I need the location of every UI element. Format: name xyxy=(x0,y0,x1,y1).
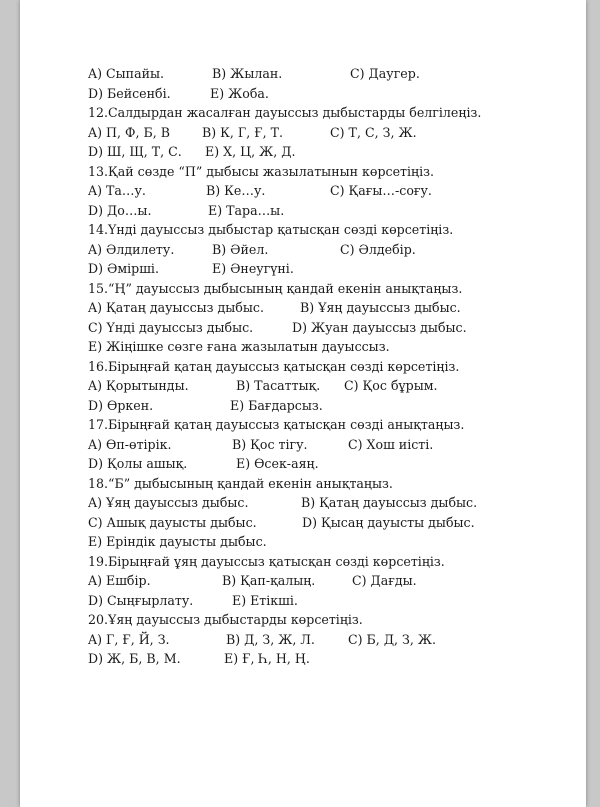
option-c: C) Қағы…-соғу. xyxy=(330,183,432,198)
option-e: E) Ғ, Һ, Н, Ң. xyxy=(224,651,310,666)
test-content xyxy=(88,64,568,669)
option-row xyxy=(88,493,568,513)
option-d: D) До…ы. xyxy=(88,202,152,218)
option-e: E) Еріндік дауысты дыбыс. xyxy=(88,534,267,549)
question-stem xyxy=(88,357,568,377)
option-d: D) Ш, Щ, Т, С. xyxy=(88,144,182,159)
option-row xyxy=(88,240,568,260)
option-d: D) Ж, Б, В, М. xyxy=(88,651,181,666)
question-stem xyxy=(88,415,568,435)
option-row xyxy=(88,64,568,84)
option-row xyxy=(88,396,568,416)
question-stem xyxy=(88,103,568,123)
option-d: D) Өркен. xyxy=(88,397,154,413)
question-13: 13.Қай сөзде “П” дыбысы жазылатынын көрсетіңіз. xyxy=(88,163,435,179)
option-row xyxy=(88,84,568,104)
option-e: E) Х, Ц, Ж, Д. xyxy=(205,144,296,159)
question-stem xyxy=(88,610,568,630)
option-row xyxy=(88,298,568,318)
option-row xyxy=(88,181,568,201)
option-row xyxy=(88,435,568,455)
option-c: C) Даугер. xyxy=(350,66,420,81)
option-a: A) Ешбір. xyxy=(88,573,151,588)
option-row xyxy=(88,649,568,669)
option-b: B) Қос тігу. xyxy=(232,436,308,452)
option-b: B) Қап-қалың. xyxy=(222,573,316,588)
option-e: E) Тара…ы. xyxy=(208,202,285,218)
option-a: A) П, Ф, Б, В xyxy=(88,124,170,140)
option-e: E) Жоба. xyxy=(210,85,269,101)
option-e: E) Бағдарсыз. xyxy=(230,397,323,413)
option-row xyxy=(88,532,568,552)
option-row xyxy=(88,571,568,591)
option-d: D) Жуан дауыссыз дыбыс. xyxy=(292,319,467,335)
option-row xyxy=(88,259,568,279)
option-d: D) Қысаң дауысты дыбыс. xyxy=(302,514,475,530)
question-17: 17.Бірыңғай қатаң дауыссыз қатысқан сөзді анықтаңыз. xyxy=(88,417,465,432)
document-page xyxy=(20,0,586,807)
option-row xyxy=(88,318,568,338)
option-e: E) Әнеугүні. xyxy=(212,261,294,276)
option-a: A) Өп-өтірік. xyxy=(88,436,172,452)
option-row xyxy=(88,591,568,611)
option-c: C) Ашық дауысты дыбыс. xyxy=(88,514,257,530)
question-18: 18.“Б” дыбысының қандай екенін анықтаңыз. xyxy=(88,475,393,491)
option-row xyxy=(88,337,568,357)
option-row xyxy=(88,201,568,221)
option-e: E) Өсек-аяң. xyxy=(236,456,319,471)
option-b: B) Ке…у. xyxy=(206,183,266,198)
option-row xyxy=(88,376,568,396)
option-a: A) Қатаң дауыссыз дыбыс. xyxy=(88,300,264,315)
question-15: 15.“Ң” дауыссыз дыбысының қандай екенін анықтаңыз. xyxy=(88,280,463,296)
option-a: A) Қорытынды. xyxy=(88,378,189,393)
option-c: C) Т, С, З, Ж. xyxy=(330,124,417,140)
option-row xyxy=(88,142,568,162)
option-c: C) Үнді дауыссыз дыбыс. xyxy=(88,319,254,335)
option-d: D) Сыңғырлату. xyxy=(88,592,194,608)
option-d: D) Қолы ашық. xyxy=(88,456,188,471)
option-b: B) Жылан. xyxy=(212,66,283,81)
option-b: B) Тасаттық. xyxy=(236,378,321,393)
question-16: 16.Бірыңғай қатаң дауыссыз қатысқан сөзді көрсетіңіз. xyxy=(88,358,460,374)
option-b: B) К, Г, Ғ, Т. xyxy=(202,124,284,140)
question-stem xyxy=(88,552,568,572)
option-b: B) Әйел. xyxy=(212,241,269,257)
question-14: 14.Үнді дауыссыз дыбыстар қатысқан сөзді көрсетіңіз. xyxy=(88,222,454,237)
question-19: 19.Бірыңғай ұяң дауыссыз қатысқан сөзді көрсетіңіз. xyxy=(88,553,445,569)
option-a: A) Сыпайы. xyxy=(88,66,164,81)
option-c: C) Хош иісті. xyxy=(348,436,434,452)
option-b: B) Қатаң дауыссыз дыбыс. xyxy=(301,495,478,510)
option-a: A) Та…у. xyxy=(88,183,146,198)
option-c: C) Қос бұрым. xyxy=(344,378,438,393)
option-e: E) Жіңішке сөзге ғана жазылатын дауыссыз. xyxy=(88,339,390,354)
option-row xyxy=(88,513,568,533)
option-a: A) Г, Ғ, Й, З. xyxy=(88,631,170,647)
option-d: D) Әмірші. xyxy=(88,261,159,276)
option-c: C) Дағды. xyxy=(352,573,417,588)
question-stem xyxy=(88,220,568,240)
option-b: B) Д, З, Ж, Л. xyxy=(226,631,315,647)
question-stem xyxy=(88,474,568,494)
option-row xyxy=(88,630,568,650)
option-c: C) Әлдебір. xyxy=(340,241,416,257)
option-row xyxy=(88,123,568,143)
option-a: A) Әлдилету. xyxy=(88,241,175,257)
option-d: D) Бейсенбі. xyxy=(88,85,171,101)
option-e: E) Етікші. xyxy=(232,592,298,608)
question-stem xyxy=(88,162,568,182)
option-c: C) Б, Д, З, Ж. xyxy=(348,631,437,647)
option-row xyxy=(88,454,568,474)
option-b: B) Ұяң дауыссыз дыбыс. xyxy=(300,300,461,315)
question-12: 12.Салдырдан жасалған дауыссыз дыбыстарды белгілеңіз. xyxy=(88,105,482,120)
option-a: A) Ұяң дауыссыз дыбыс. xyxy=(88,495,249,510)
question-20: 20.Ұяң дауыссыз дыбыстарды көрсетіңіз. xyxy=(88,612,363,627)
question-stem xyxy=(88,279,568,299)
